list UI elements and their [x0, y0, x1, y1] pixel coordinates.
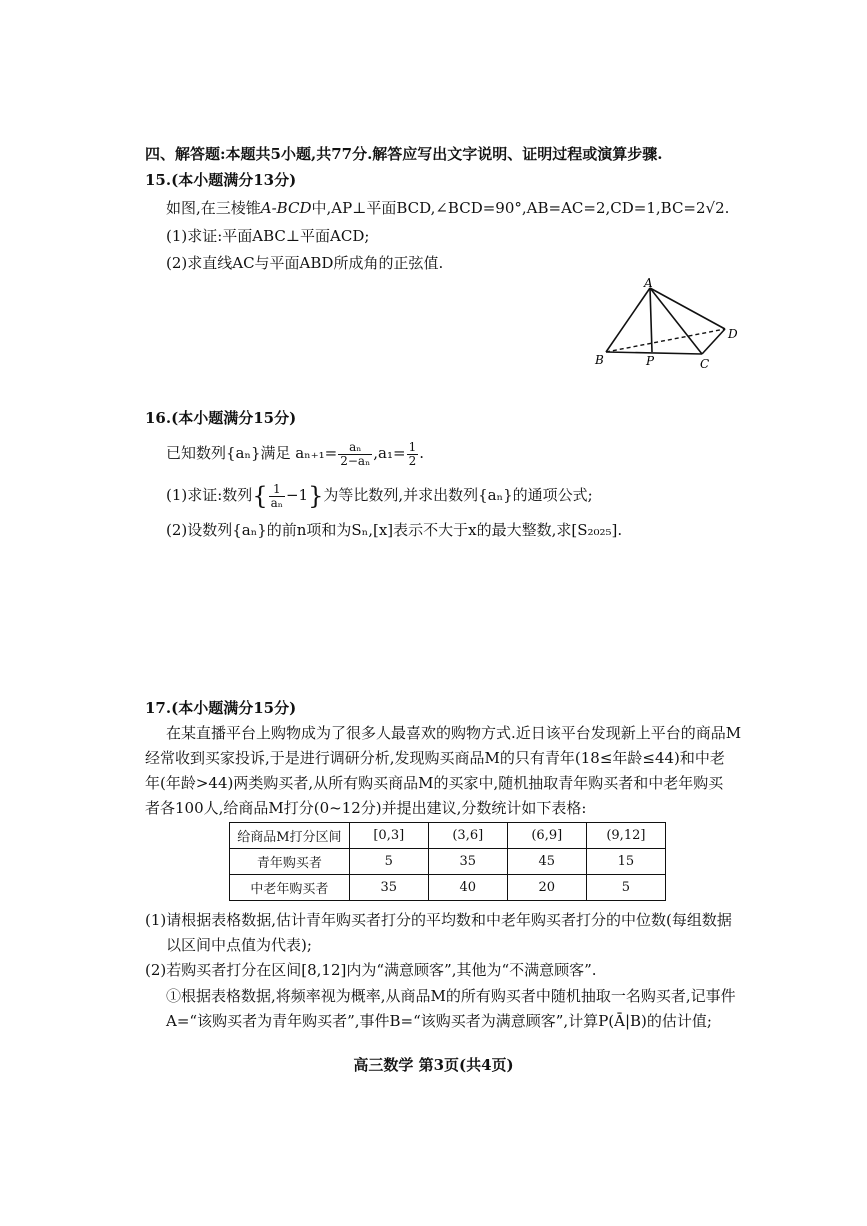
q15-statement — [166, 198, 729, 218]
brace-left: { — [252, 482, 268, 510]
q15-part1: (1)求证:平面ABC⊥平面ACD; — [166, 227, 370, 245]
half-num: 1 — [408, 439, 417, 454]
q17-part1-line1: (1)请根据表格数据,估计青年购买者打分的平均数和中老年购买者打分的中位数(每组数据 — [145, 911, 732, 929]
half-den: 2 — [408, 453, 417, 468]
q17-para-3: 年(年龄>44)两类购买者,从所有购买商品M的买家中,随机抽取青年购买者和中老年购买 — [145, 774, 724, 792]
table-cell: 5 — [586, 875, 665, 901]
table-cell: 5 — [349, 849, 428, 875]
table-row — [230, 875, 666, 901]
q17-part2: (2)若购买者打分在区间[8,12]内为“满意顾客”,其他为“不满意顾客”. — [145, 961, 597, 979]
table-cell: 青年购买者 — [230, 849, 350, 875]
table-cell: 20 — [507, 875, 586, 901]
q16-p1-b: 为等比数列,并求出数列{aₙ}的通项公式; — [323, 486, 593, 504]
q16-given — [166, 438, 424, 468]
table-header-cell: [0,3] — [349, 823, 428, 849]
section-header: 四、解答题:本题共5小题,共77分.解答应写出文字说明、证明过程或演算步骤. — [145, 145, 663, 163]
half-fraction — [407, 441, 419, 468]
page-footer: 高三数学 第3页(共4页) — [353, 1056, 514, 1074]
q16-title: 16.(本小题满分15分) — [145, 409, 297, 427]
table-cell: 中老年购买者 — [230, 875, 350, 901]
q17-part2-i-line1: ①根据表格数据,将频率视为概率,从商品M的所有购买者中随机抽取一名购买者,记事件 — [166, 987, 736, 1005]
label-c: C — [700, 357, 710, 371]
q17-para-4: 者各100人,给商品M打分(0~12分)并提出建议,分数统计如下表格: — [145, 799, 587, 817]
table-cell: 45 — [507, 849, 586, 875]
score-table — [229, 822, 666, 901]
table-header-cell: (3,6] — [428, 823, 507, 849]
q15-part2: (2)求直线AC与平面ABD所成角的正弦值. — [166, 254, 444, 272]
fraction-num: aₙ — [338, 441, 372, 455]
q15-intro-a: 如图,在三棱锥 — [166, 199, 261, 217]
label-d: D — [728, 327, 738, 341]
table-header-row — [230, 823, 666, 849]
table-header-cell: (9,12] — [586, 823, 665, 849]
q15-tetra: A-BCD — [260, 199, 312, 217]
table-header-cell: 给商品M打分区间 — [230, 823, 350, 849]
q16-p1-a: (1)求证:数列 — [166, 486, 253, 504]
table-cell: 35 — [428, 849, 507, 875]
brace-right: } — [308, 482, 324, 510]
q16-part2: (2)设数列{aₙ}的前n项和为Sₙ,[x]表示不大于x的最大整数,求[S₂₀₂₅]. — [166, 521, 623, 539]
q16-given-b: ,a₁= — [373, 444, 406, 462]
reciprocal-num: 1 — [269, 483, 285, 497]
label-b: B — [595, 353, 604, 367]
table-cell: 35 — [349, 875, 428, 901]
label-p: P — [646, 354, 655, 368]
q15-title: 15.(本小题满分13分) — [145, 171, 297, 189]
label-a: A — [644, 278, 653, 290]
table-row — [230, 849, 666, 875]
q15-conditions: AP⊥平面BCD,∠BCD=90°,AB=AC=2,CD=1,BC=2√2. — [331, 199, 730, 217]
table-cell: 15 — [586, 849, 665, 875]
tetrahedron-figure — [592, 278, 752, 378]
table-header-cell: (6,9] — [507, 823, 586, 849]
q16-part1 — [166, 480, 593, 511]
q16-given-c: . — [419, 444, 424, 462]
q17-part2-i-line2: A=“该购买者为青年购买者”,事件B=“该购买者为满意顾客”,计算P(Ā|B)的估计值; — [166, 1012, 712, 1030]
q17-para-2: 经常收到买家投诉,于是进行调研分析,发现购买商品M的只有青年(18≤年龄≤44)和中老 — [145, 749, 725, 767]
table-cell: 40 — [428, 875, 507, 901]
q17-para-1: 在某直播平台上购物成为了很多人最喜欢的购物方式.近日该平台发现新上平台的商品M — [166, 724, 742, 742]
recurrence-fraction — [338, 441, 372, 468]
reciprocal-fraction — [269, 483, 285, 510]
q17-title: 17.(本小题满分15分) — [145, 699, 297, 717]
q17-part1-line2: 以区间中点值为代表); — [166, 936, 312, 954]
fraction-den: 2−aₙ — [340, 453, 371, 468]
reciprocal-den: aₙ — [270, 495, 283, 510]
q16-given-a: 已知数列{aₙ}满足 aₙ₊₁= — [166, 444, 338, 462]
q16-p1-minus: −1 — [285, 486, 309, 504]
q15-intro-b: 中, — [311, 199, 332, 217]
